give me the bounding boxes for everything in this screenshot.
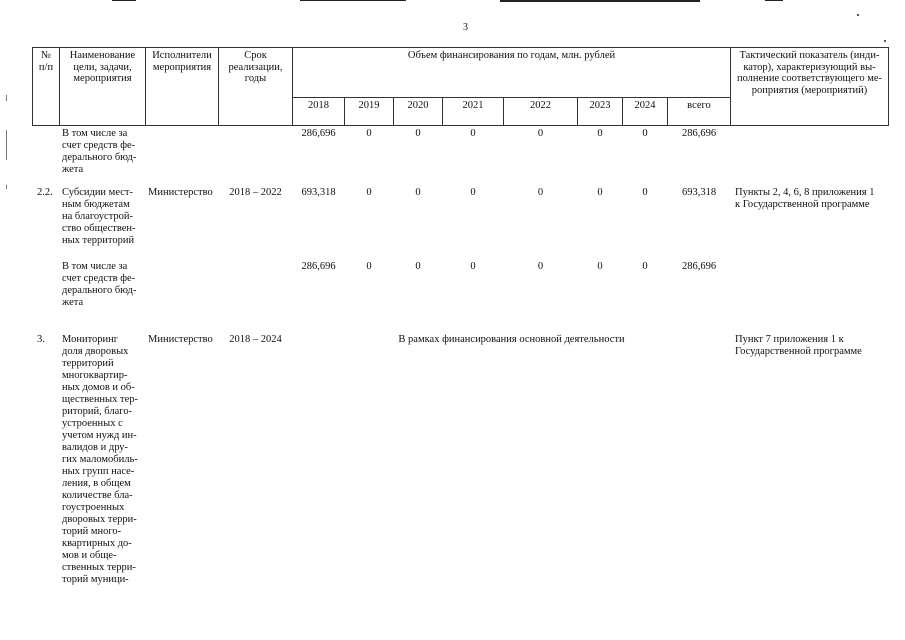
row-name: В том числе за счет средств фе- дерального бюд- жета [62,128,137,175]
value-2019: 0 [366,128,372,139]
value-2019: 0 [366,261,372,272]
value-2021: 0 [470,187,476,198]
row-executor: Министерство [148,334,213,345]
value-2018: 693,318 [301,187,336,198]
value-2022: 0 [537,128,544,139]
value-2023: 0 [597,261,603,272]
value-2021: 0 [470,128,476,139]
value-total: 286,696 [681,128,717,139]
row-period: 2018 – 2024 [229,334,282,345]
row-indicator: Пункты 2, 4, 6, 8 приложения 1 к Государственной программе [735,187,875,210]
header-indicator: Тактический показатель (инди- катор), характеризующий вы- полнение соответствующего ме- роприятия (мероприятий) [736,50,883,96]
header-period: Срок реализации, годы [228,50,283,84]
row-period: 2018 – 2022 [229,187,282,198]
header-total: всего [687,100,711,111]
value-total: 286,696 [681,261,717,272]
financing-note: В рамках финансирования основной деятельности [398,334,625,345]
row-number: 3. [37,334,45,345]
row-executor: Министерство [148,187,213,198]
row-name: Мониторинг доля дворовых территорий многоквартир- ных домов и об- щественных тер- риторий, благо- устроенных с учетом нужд ин- валидов и дру- гих маломобиль- ных групп насе- ления, в общем количестве бла- гоустроенных дворовых терри- торий много- квартирных до- мов и обще- ственных терри- торий муници- [62,334,138,585]
header-year-2021: 2021 [462,100,484,111]
value-2018: 286,696 [301,128,336,139]
header-year-2022: 2022 [530,100,551,111]
header-year-2020: 2020 [407,100,429,111]
value-2019: 0 [366,187,372,198]
value-2024: 0 [642,187,648,198]
header-executors: Исполнители мероприятия [152,50,212,73]
value-2020: 0 [415,261,421,272]
value-2023: 0 [597,187,603,198]
page-number: 3 [463,22,468,33]
value-2022: 0 [537,261,544,272]
value-2020: 0 [415,187,421,198]
value-2018: 286,696 [301,261,336,272]
row-name: Субсидии мест- ным бюджетам на благоустрой- ство обществен- ных территорий [62,187,136,246]
header-year-2023: 2023 [589,100,611,111]
row-name: В том числе за счет средств фе- дерального бюд- жета [62,261,137,308]
value-2021: 0 [470,261,476,272]
value-2024: 0 [642,261,648,272]
header-financing: Объем финансирования по годам, млн. рублей [407,50,616,61]
value-total: 693,318 [681,187,717,198]
header-year-2024: 2024 [634,100,656,111]
header-num: № п/п [38,50,54,73]
header-year-2018: 2018 [308,100,329,111]
row-indicator: Пункт 7 приложения 1 к Государственной программе [735,334,862,357]
value-2023: 0 [597,128,603,139]
header-year-2019: 2019 [358,100,380,111]
header-name: Наименование цели, задачи, мероприятия [69,50,136,84]
value-2020: 0 [415,128,421,139]
value-2024: 0 [642,128,648,139]
row-number: 2.2. [37,187,53,198]
value-2022: 0 [537,187,544,198]
